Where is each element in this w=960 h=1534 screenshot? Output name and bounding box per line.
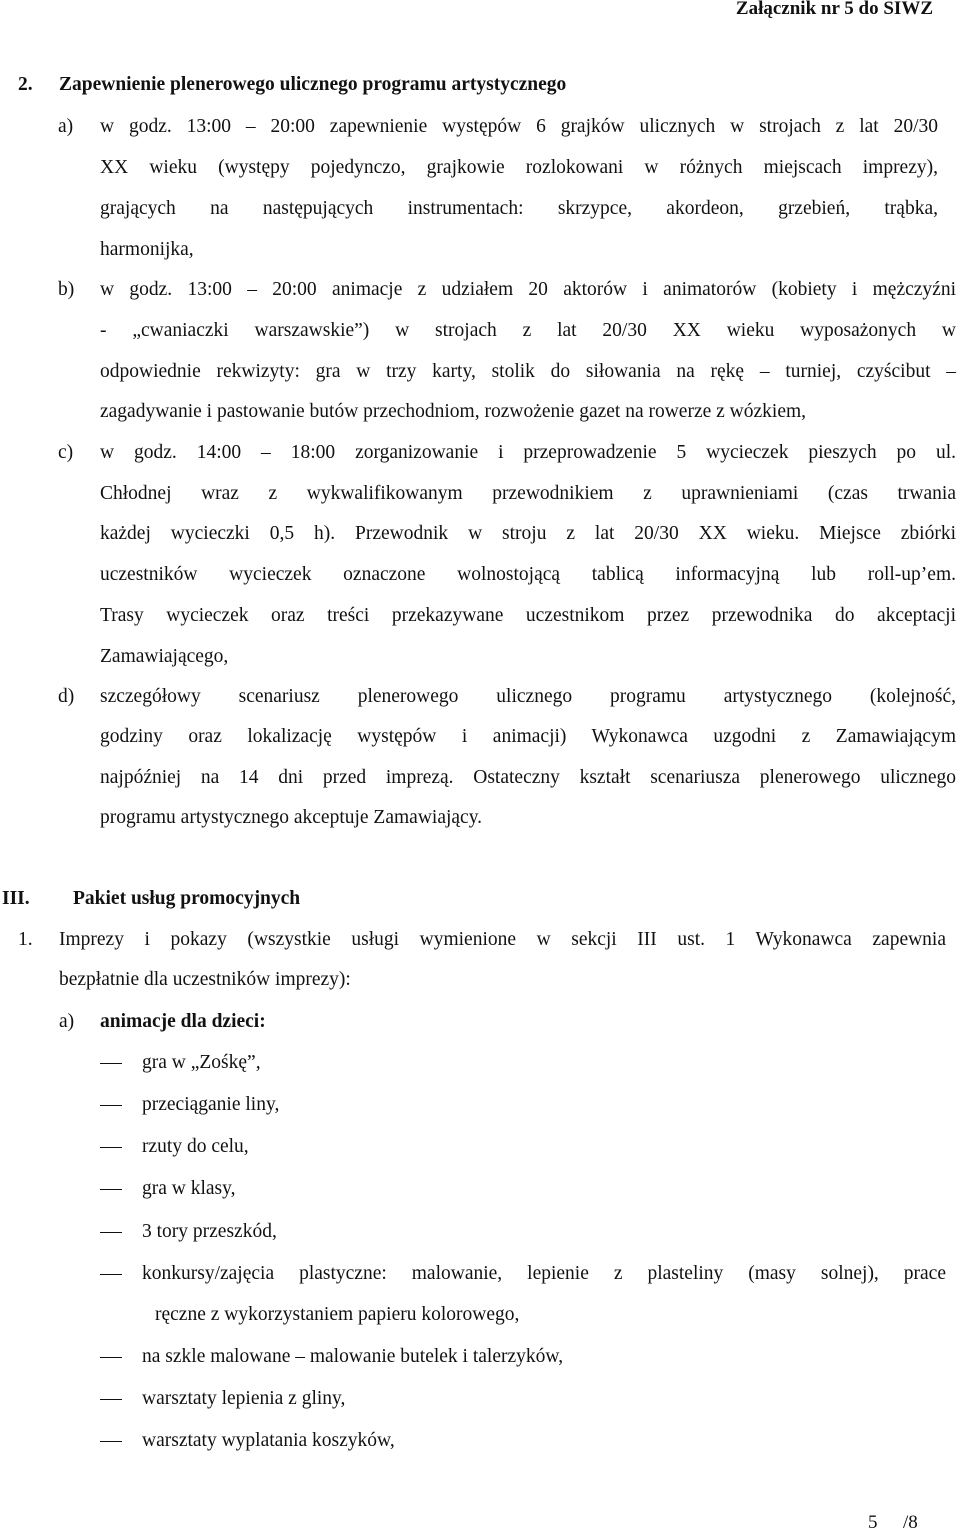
dash-icon — [100, 1063, 122, 1065]
list-item — [100, 1136, 122, 1158]
item-marker: a) — [59, 1011, 75, 1032]
list-item-text: konkursy/zajęcia plastyczne: malowanie, lepienie z plasteliny (masy solnej), prace — [142, 1263, 946, 1284]
page-current: 5 — [868, 1512, 878, 1533]
dash-icon — [100, 1105, 122, 1107]
dash-icon — [100, 1399, 122, 1401]
item-marker: c) — [58, 442, 74, 463]
list-item — [100, 1052, 122, 1074]
paragraph-line: zagadywanie i pastowanie butów przechodniom, rozwożenie gazet na rowerze z wózkiem, — [100, 401, 807, 422]
paragraph-line: Imprezy i pokazy (wszystkie usługi wymienione w sekcji III ust. 1 Wykonawca zapewnia — [59, 929, 946, 950]
paragraph-line: każdej wycieczki 0,5 h). Przewodnik w stroju z lat 20/30 XX wieku. Miejsce zbiórki — [100, 523, 956, 544]
paragraph-line: najpóźniej na 14 dni przed imprezą. Ostateczny kształt scenariusza plenerowego ulicznego — [100, 767, 956, 788]
list-item-text: przeciąganie liny, — [142, 1094, 280, 1115]
list-item-text: warsztaty lepienia z gliny, — [142, 1388, 346, 1409]
list-item — [100, 1388, 122, 1410]
dash-icon — [100, 1232, 122, 1234]
paragraph-line: programu artystycznego akceptuje Zamawiający. — [100, 807, 483, 828]
paragraph-line: bezpłatnie dla uczestników imprezy): — [59, 969, 351, 990]
paragraph-line: w godz. 13:00 – 20:00 animacje z udziałem 20 aktorów i animatorów (kobiety i mężczyźni — [100, 279, 956, 300]
paragraph-line: godziny oraz lokalizację występów i animacji) Wykonawca uzgodni z Zamawiającym — [100, 726, 956, 747]
document-header: Załącznik nr 5 do SIWZ — [735, 0, 933, 19]
list-item-text: gra w klasy, — [142, 1178, 236, 1199]
page-number — [868, 1512, 918, 1534]
list-item-text: 3 tory przeszkód, — [142, 1221, 277, 1242]
section-title: Pakiet usług promocyjnych — [73, 888, 301, 909]
list-item-text: gra w „Zośkę”, — [142, 1052, 261, 1073]
section-title: Zapewnienie plenerowego ulicznego programu artystycznego — [59, 74, 567, 95]
item-marker: a) — [58, 116, 74, 137]
list-item — [100, 1221, 122, 1243]
paragraph-line: szczegółowy scenariusz plenerowego ulicznego programu artystycznego (kolejność, — [100, 686, 956, 707]
dash-icon — [100, 1357, 122, 1359]
paragraph-line: Trasy wycieczek oraz treści przekazywane uczestnikom przez przewodnika do akceptacji — [100, 605, 956, 626]
paragraph-line: w godz. 14:00 – 18:00 zorganizowanie i przeprowadzenie 5 wycieczek pieszych po ul. — [100, 442, 956, 463]
list-item — [100, 1178, 122, 1200]
dash-icon — [100, 1274, 122, 1276]
item-marker: d) — [58, 686, 75, 707]
list-item-text: warsztaty wyplatania koszyków, — [142, 1430, 395, 1451]
section-number: 2. — [18, 74, 33, 95]
dash-icon — [100, 1441, 122, 1443]
item-marker: b) — [58, 279, 75, 300]
paragraph-line: grających na następujących instrumentach: skrzypce, akordeon, grzebień, trąbka, — [100, 198, 938, 219]
list-item — [100, 1346, 122, 1368]
subsection-title: animacje dla dzieci: — [100, 1011, 266, 1032]
paragraph-line: - „cwaniaczki warszawskie”) w strojach z lat 20/30 XX wieku wyposażonych w — [100, 320, 956, 341]
list-item-text: na szkle malowane – malowanie butelek i talerzyków, — [142, 1346, 564, 1367]
list-item — [100, 1430, 122, 1452]
paragraph-line: XX wieku (występy pojedynczo, grajkowie rozlokowani w różnych miejscach imprezy), — [100, 157, 938, 178]
section-number: III. — [2, 888, 30, 909]
page-total: /8 — [903, 1512, 918, 1533]
paragraph-line: Chłodnej wraz z wykwalifikowanym przewodnikiem z uprawnieniami (czas trwania — [100, 483, 956, 504]
list-item-continuation: ręczne z wykorzystaniem papieru kolorowego, — [155, 1304, 520, 1325]
paragraph-line: w godz. 13:00 – 20:00 zapewnienie występów 6 grajków ulicznych w strojach z lat 20/30 — [100, 116, 938, 137]
list-item — [100, 1263, 122, 1285]
point-number: 1. — [18, 929, 33, 950]
dash-icon — [100, 1189, 122, 1191]
paragraph-line: Zamawiającego, — [100, 646, 229, 667]
paragraph-line: harmonijka, — [100, 239, 194, 260]
paragraph-line: odpowiednie rekwizyty: gra w trzy karty, stolik do siłowania na rękę – turniej, czyścibut – — [100, 361, 956, 382]
dash-icon — [100, 1147, 122, 1149]
list-item-text: rzuty do celu, — [142, 1136, 249, 1157]
paragraph-line: uczestników wycieczek oznaczone wolnostojącą tablicą informacyjną lub roll-up’em. — [100, 564, 956, 585]
list-item — [100, 1094, 122, 1116]
